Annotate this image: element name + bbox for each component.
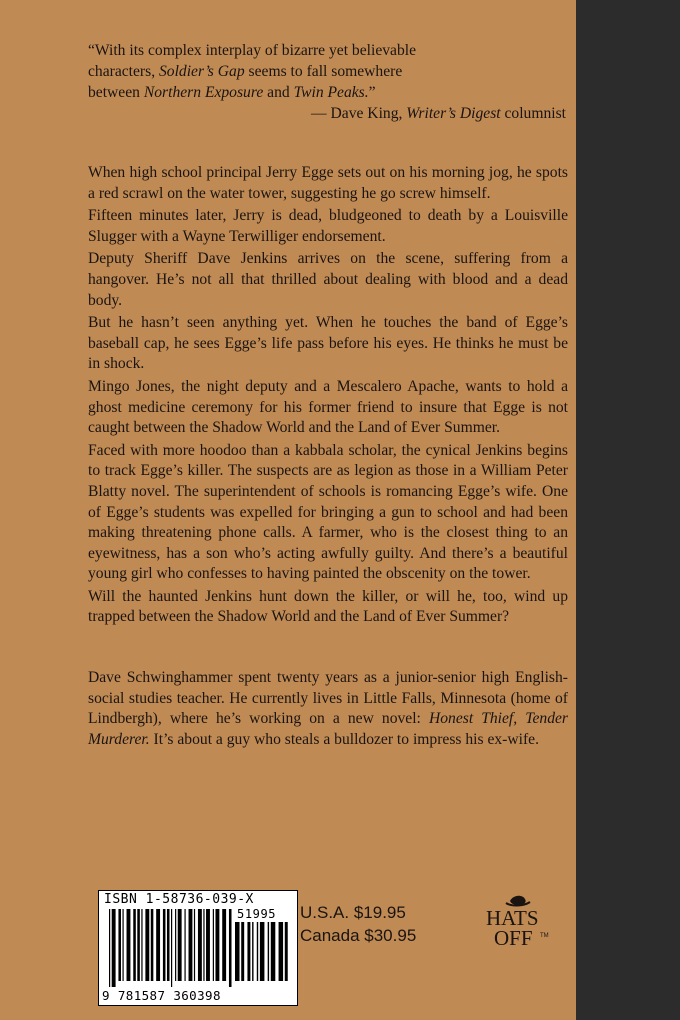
barcode-bar [189,909,193,981]
quote-attribution [88,103,568,124]
synopsis-paragraph: Fifteen minutes later, Jerry is dead, bludgeoned to death by a Louisville Slugger with a Wayne Terwilliger endorsement. [88,207,568,245]
quote-text: seems to fall somewhere [244,63,403,80]
price-usa: U.S.A. $19.95 [300,903,406,922]
bio-text: It’s about a guy who steals a bulldozer to impress his ex-wife. [149,730,539,748]
barcode-bar [229,909,232,987]
hat-icon [480,893,560,949]
synopsis-paragraph: But he hasn’t seen anything yet. When he touches the band of Egge’s baseball cap, he sees Egge’s life pass before his eyes. He thinks he must be in shock. [88,314,568,373]
addon-bars [235,922,291,987]
barcode-bar [241,922,244,981]
logo-line-2: OFF [494,926,533,949]
barcode-bar [213,909,214,981]
barcode-bar [279,922,284,981]
synopsis-paragraph: Will the haunted Jenkins hunt down the killer, or will he, too, wind up trapped between the Shadow World and the Land of Ever Summer? [88,587,568,626]
synopsis [88,163,568,628]
barcode-bar [175,909,176,981]
barcode-bar [235,922,240,981]
attribution-author: — Dave King, [311,105,407,122]
barcode-bar [127,909,131,981]
barcode-bar [257,922,258,981]
barcode-bar [133,909,136,981]
show-title: Northern Exposure [143,84,264,101]
synopsis-paragraph: When high school principal Jerry Egge sets out on his morning jog, he spots a red scrawl on the water tower, suggesting he go screw himself. [88,164,568,202]
review-quote [88,40,568,103]
show-title: Twin Peaks. [293,84,369,101]
publication-title: Writer’s Digest [406,105,501,122]
quote-line: “With its complex interplay of bizarre yet believable [88,42,417,59]
book-title: Soldier’s Gap [159,63,245,80]
quote-text: between [88,84,144,101]
isbn-label: ISBN 1-58736-039-X [104,892,254,907]
barcode-bar [198,909,202,981]
barcode-bar [112,909,116,987]
barcode-bar [271,922,276,981]
barcode-bar [285,922,288,981]
barcode-bar [151,909,154,981]
barcode-bar [222,909,226,981]
quote-close-mark: ” [368,84,376,101]
ean-digits: 9 781587 360398 [102,988,221,1003]
barcode-bar [203,909,204,981]
trademark-mark: TM [540,933,549,939]
ean-bars [109,909,233,987]
book-spine-edge [576,0,680,1020]
back-cover-text [88,40,568,750]
barcode-bar [137,909,140,981]
barcode-bar [109,909,110,987]
barcode-bar [178,909,182,981]
synopsis-paragraph: Deputy Sheriff Dave Jenkins arrives on the scene, suffering from a hangover. He’s not all that thrilled about dealing with blood and a dead body. [88,250,568,309]
price-addon-digits: 51995 [237,907,277,921]
prices [300,901,416,947]
quote-text: and [263,84,294,101]
barcode-bar [156,909,160,981]
barcode-bar [247,922,250,981]
barcode-bar [122,909,123,981]
barcode-bar [184,909,185,981]
new-novel-title: Honest Thief, Tender Murderer. [88,710,568,748]
author-bio [88,668,568,750]
barcode-bar [167,909,170,981]
isbn-barcode [98,890,298,1006]
logo-line-1: HATS [486,906,539,930]
barcode-bar [194,909,195,981]
price-canada: Canada $30.95 [300,926,417,945]
synopsis-paragraph: Faced with more hoodoo than a kabbala scholar, the cynical Jenkins begins to track Egge’s killer. The suspects are as legion as those in a William Peter Blatty novel. The superintendent of schools is romancing Egge’s wife. One of Egge’s students was expelled for bringing a gun to school and had been making threatening phone calls. A farmer, who is the closest thing to an eyewitness, has a son who’s acting awfully guilty. And there’s a beautiful young girl who confesses to having painted the obscenity on the tower. [88,441,568,583]
barcode-bar [118,909,121,981]
barcode-bar [215,909,219,981]
barcode-bar [145,909,149,981]
publisher-logo [480,893,560,949]
barcode-bar [260,922,265,981]
synopsis-paragraph: Mingo Jones, the night deputy and a Mescalero Apache, wants to hold a ghost medicine ceremony for his former friend to insure that Egge is not caught between the Shadow World and the Land of Ever Summer. [88,377,568,437]
quote-text: characters, [88,63,159,80]
bio-text: Dave Schwinghammer spent twenty years as a junior-senior high English-social studies teacher. He currently lives in Little Falls, Minnesota (home of Lindbergh), where he’s working on a new novel: [88,669,568,728]
barcode-bar [268,922,269,981]
attribution-role: columnist [500,105,566,122]
barcode-bar [141,909,142,981]
barcode-bar [171,909,172,987]
barcode-bar [206,909,210,981]
barcode-bar [163,909,166,981]
barcode-bar [252,922,253,981]
